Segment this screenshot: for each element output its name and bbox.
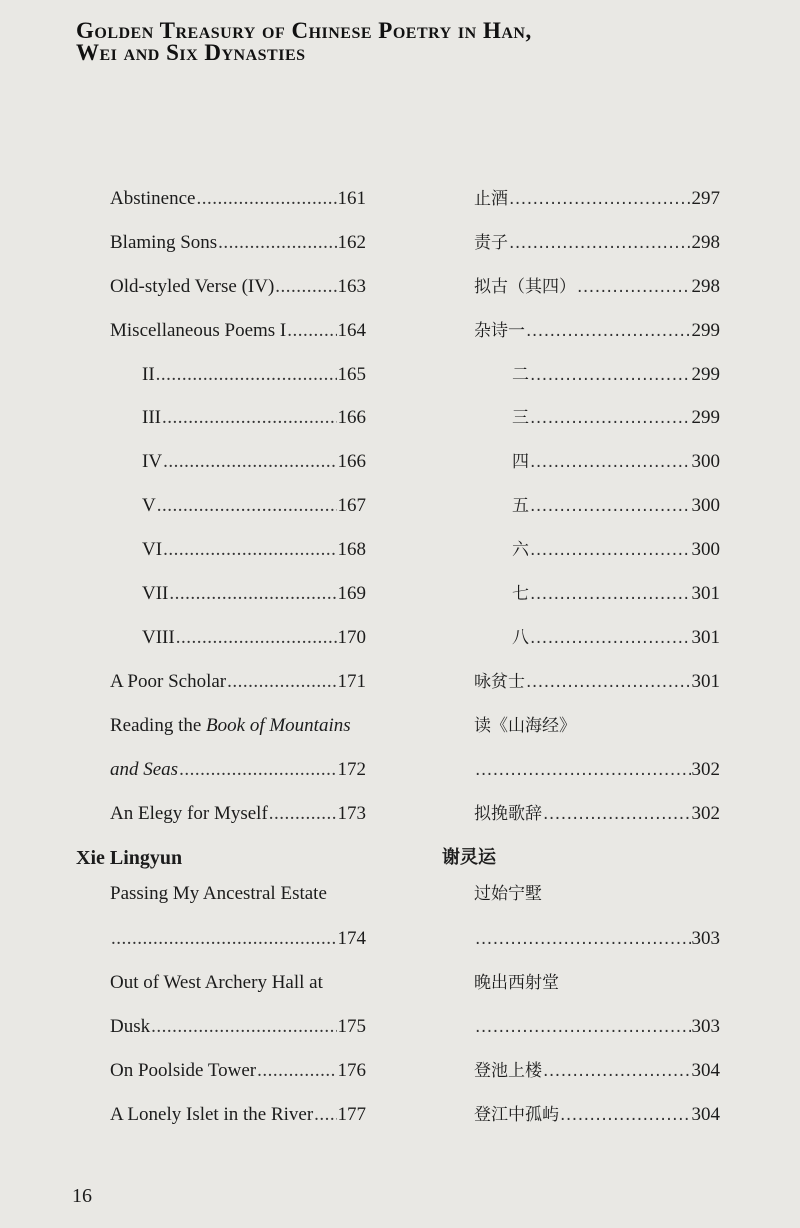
toc-entry-zh — [474, 670, 720, 694]
toc-title: 过始宁墅 — [474, 884, 542, 904]
toc-entry-en — [110, 319, 366, 343]
leader-dots — [227, 670, 336, 694]
toc-page: 301 — [691, 671, 720, 692]
toc-entry-zh — [474, 927, 720, 951]
leader-dots — [530, 406, 691, 430]
toc-entry-zh — [474, 275, 720, 299]
leader-dots — [257, 1059, 336, 1083]
leader-dots — [179, 758, 336, 782]
toc-title: A Lonely Islet in the River — [110, 1104, 314, 1125]
toc-title: 四 — [512, 452, 529, 472]
leader-dots — [111, 927, 337, 951]
leader-dots — [157, 494, 337, 518]
leader-dots — [275, 275, 336, 299]
toc-title: 八 — [512, 628, 529, 648]
leader-dots — [151, 1015, 336, 1039]
toc-title: Reading the — [110, 715, 207, 736]
toc-title: 二 — [512, 365, 529, 385]
toc-entry-en — [110, 670, 366, 694]
toc-page: 301 — [691, 627, 720, 648]
toc-title: Blaming Sons — [110, 232, 218, 253]
leader-dots — [530, 494, 691, 518]
toc-entry-en — [142, 582, 366, 606]
toc-page: 169 — [337, 583, 366, 604]
toc-entry-zh — [474, 231, 720, 255]
leader-dots — [526, 670, 691, 694]
leader-dots — [475, 927, 691, 951]
toc-page: 165 — [337, 364, 366, 385]
toc-page: 177 — [337, 1104, 366, 1125]
toc-entry-en — [142, 494, 366, 518]
toc-entry-en — [110, 275, 366, 299]
toc-page: 166 — [337, 451, 366, 472]
toc-entry-en — [110, 187, 366, 211]
header-line-1: Golden Treasury of Chinese Poetry in Han, — [76, 18, 532, 43]
leader-dots — [176, 626, 337, 650]
toc-entry-en — [110, 1015, 366, 1039]
toc-title: IV — [142, 451, 163, 472]
toc-title: V — [142, 495, 156, 516]
toc-title: Passing My Ancestral Estate — [110, 883, 327, 904]
toc-title: 拟古（其四） — [474, 277, 576, 297]
toc-title-italic: and Seas — [110, 759, 179, 780]
section-title-en: Xie Lingyun — [76, 847, 183, 869]
toc-entry-zh — [474, 1015, 720, 1039]
toc-entry-zh — [474, 758, 720, 782]
toc-page: 302 — [691, 803, 720, 824]
toc-title: A Poor Scholar — [110, 671, 227, 692]
toc-page: 298 — [691, 232, 720, 253]
toc-entry-en — [110, 1103, 366, 1127]
toc-entry-en — [142, 450, 366, 474]
toc-page: 303 — [691, 928, 720, 949]
toc-title: 止酒 — [474, 189, 508, 209]
toc-entry-zh — [474, 319, 720, 343]
toc-page: 301 — [691, 583, 720, 604]
toc-page: 163 — [337, 276, 366, 297]
toc-entry-zh — [512, 363, 720, 387]
toc-page: 174 — [337, 928, 366, 949]
toc-entry-zh — [474, 1059, 720, 1083]
toc-title: 六 — [512, 540, 529, 560]
toc-page: 171 — [337, 671, 366, 692]
toc-page: 303 — [691, 1016, 720, 1037]
toc-page: 162 — [337, 232, 366, 253]
page-number: 16 — [72, 1185, 92, 1207]
toc-title: 登江中孤屿 — [474, 1105, 559, 1125]
toc-entry-zh — [474, 187, 720, 211]
toc-title: 晚出西射堂 — [474, 973, 559, 993]
leader-dots — [530, 538, 691, 562]
toc-title: 七 — [512, 584, 529, 604]
toc-page: 300 — [691, 451, 720, 472]
toc-title: 登池上楼 — [474, 1061, 542, 1081]
toc-page: 170 — [337, 627, 366, 648]
toc-page: 297 — [691, 188, 720, 209]
toc-entry-en — [110, 802, 366, 826]
toc-page: 176 — [337, 1060, 366, 1081]
toc-title: On Poolside Tower — [110, 1060, 257, 1081]
toc-entry-zh — [512, 626, 720, 650]
toc-page: 304 — [691, 1060, 720, 1081]
toc-page: 167 — [337, 495, 366, 516]
toc-page: 173 — [337, 803, 366, 824]
toc-entry-zh — [512, 494, 720, 518]
toc-page: 298 — [691, 276, 720, 297]
leader-dots — [218, 231, 336, 255]
leader-dots — [163, 538, 336, 562]
leader-dots — [269, 802, 337, 826]
toc-page: 299 — [691, 320, 720, 341]
toc-title: 拟挽歌辞 — [474, 804, 542, 824]
toc-title: Miscellaneous Poems I — [110, 320, 287, 341]
toc-title: II — [142, 364, 155, 385]
toc-page: 304 — [691, 1104, 720, 1125]
toc-title: Abstinence — [110, 188, 196, 209]
leader-dots — [169, 582, 336, 606]
toc-entry-en — [142, 406, 366, 430]
leader-dots — [509, 231, 691, 255]
leader-dots — [314, 1103, 336, 1127]
toc-entry-zh — [512, 538, 720, 562]
leader-dots — [475, 758, 691, 782]
toc-entry-en — [142, 538, 366, 562]
toc-title: Out of West Archery Hall at — [110, 972, 323, 993]
toc-page: 168 — [337, 539, 366, 560]
toc-title: III — [142, 407, 161, 428]
toc-entry-zh — [512, 582, 720, 606]
toc-entry-en — [142, 626, 366, 650]
toc-entry-zh — [512, 450, 720, 474]
leader-dots — [475, 1015, 691, 1039]
toc-entry-zh — [474, 1103, 720, 1127]
section-title-zh: 谢灵运 — [442, 847, 496, 868]
toc-title: 责子 — [474, 233, 508, 253]
toc-title: An Elegy for Myself — [110, 803, 268, 824]
toc-page: 299 — [691, 407, 720, 428]
toc-entry-zh — [474, 802, 720, 826]
toc-title-italic: Book of Mountains — [206, 715, 351, 736]
leader-dots — [530, 450, 691, 474]
toc-title: VIII — [142, 627, 175, 648]
toc-entry-en — [110, 231, 366, 255]
toc-title-line — [110, 714, 351, 738]
toc-title: 咏贫士 — [474, 672, 525, 692]
toc-page: 164 — [337, 320, 366, 341]
toc-entry-en — [110, 1059, 366, 1083]
leader-dots — [526, 319, 691, 343]
leader-dots — [530, 363, 691, 387]
toc-title: VI — [142, 539, 163, 560]
toc-page: 302 — [691, 759, 720, 780]
toc-title: 杂诗一 — [474, 321, 525, 341]
leader-dots — [162, 406, 337, 430]
leader-dots — [560, 1103, 691, 1127]
toc-title: Old-styled Verse (IV) — [110, 276, 275, 297]
toc-entry-en — [110, 927, 366, 951]
toc-page: 300 — [691, 539, 720, 560]
leader-dots — [196, 187, 336, 211]
leader-dots — [530, 582, 691, 606]
leader-dots — [287, 319, 336, 343]
leader-dots — [156, 363, 337, 387]
leader-dots — [163, 450, 336, 474]
leader-dots — [577, 275, 691, 299]
leader-dots — [543, 1059, 691, 1083]
toc-title: Dusk — [110, 1016, 151, 1037]
toc-title: 三 — [512, 408, 529, 428]
toc-title: VII — [142, 583, 169, 604]
leader-dots — [543, 802, 691, 826]
toc-page: 300 — [691, 495, 720, 516]
header-line-2: Wei and Six Dynasties — [76, 40, 306, 65]
toc-page: 166 — [337, 407, 366, 428]
toc-entry-en — [110, 758, 366, 782]
toc-title: 读《山海经》 — [474, 716, 576, 736]
toc-page: 161 — [337, 188, 366, 209]
toc-page: 299 — [691, 364, 720, 385]
toc-entry-en — [142, 363, 366, 387]
leader-dots — [509, 187, 691, 211]
toc-title: 五 — [512, 496, 529, 516]
leader-dots — [530, 626, 691, 650]
toc-entry-zh — [512, 406, 720, 430]
toc-page: 175 — [337, 1016, 366, 1037]
toc-page: 172 — [337, 759, 366, 780]
